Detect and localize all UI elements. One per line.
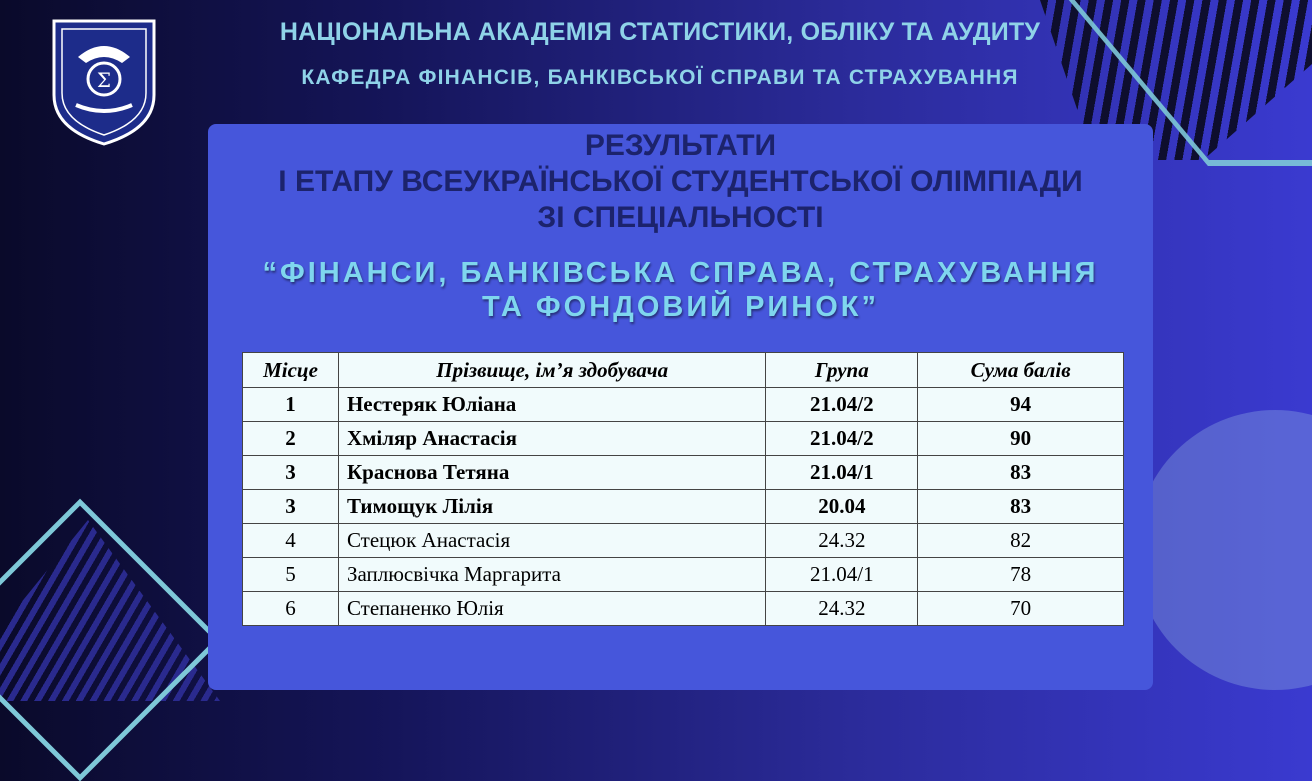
results-title xyxy=(208,128,1153,236)
header-score: Сума балів xyxy=(918,353,1124,388)
score-cell: 70 xyxy=(918,592,1124,626)
name-cell: Нестеряк Юліана xyxy=(338,388,765,422)
specialty-name xyxy=(208,256,1153,324)
score-cell: 94 xyxy=(918,388,1124,422)
specialty-line-2: ТА ФОНДОВИЙ РИНОК” xyxy=(482,291,879,323)
table-header-row xyxy=(243,353,1124,388)
name-cell: Степаненко Юлія xyxy=(338,592,765,626)
place-cell: 3 xyxy=(243,490,339,524)
place-cell: 6 xyxy=(243,592,339,626)
table-row xyxy=(243,456,1124,490)
score-cell: 90 xyxy=(918,422,1124,456)
name-cell: Заплюсвічка Маргарита xyxy=(338,558,765,592)
header-group: Група xyxy=(766,353,918,388)
place-cell: 3 xyxy=(243,456,339,490)
department-name: КАФЕДРА ФІНАНСІВ, БАНКІВСЬКОЇ СПРАВИ ТА СТРАХУВАННЯ xyxy=(301,66,1019,89)
name-cell: Хміляр Анастасія xyxy=(338,422,765,456)
score-cell: 83 xyxy=(918,490,1124,524)
decorative-diamond-bottom-left xyxy=(0,499,221,781)
group-cell: 24.32 xyxy=(766,524,918,558)
title-line-2: І ЕТАПУ ВСЕУКРАЇНСЬКОЇ СТУДЕНТСЬКОЇ ОЛІМПІАДИ xyxy=(278,165,1083,198)
institution-name: НАЦІОНАЛЬНА АКАДЕМІЯ СТАТИСТИКИ, ОБЛІКУ ТА АУДИТУ xyxy=(279,18,1041,46)
score-cell: 78 xyxy=(918,558,1124,592)
results-panel xyxy=(208,124,1153,690)
score-cell: 82 xyxy=(918,524,1124,558)
group-cell: 21.04/1 xyxy=(766,558,918,592)
table-row xyxy=(243,524,1124,558)
table-row xyxy=(243,388,1124,422)
group-cell: 21.04/2 xyxy=(766,388,918,422)
header-place: Місце xyxy=(243,353,339,388)
place-cell: 4 xyxy=(243,524,339,558)
table-row xyxy=(243,422,1124,456)
table-row xyxy=(243,490,1124,524)
place-cell: 1 xyxy=(243,388,339,422)
decorative-circle-bottom-right xyxy=(1135,410,1312,690)
group-cell: 21.04/1 xyxy=(766,456,918,490)
name-cell: Стецюк Анастасія xyxy=(338,524,765,558)
academy-emblem-icon xyxy=(50,17,158,147)
group-cell: 21.04/2 xyxy=(766,422,918,456)
sigma-symbol: Σ xyxy=(96,68,112,92)
specialty-line-1: “ФІНАНСИ, БАНКІВСЬКА СПРАВА, СТРАХУВАННЯ xyxy=(262,257,1099,289)
group-cell: 24.32 xyxy=(766,592,918,626)
name-cell: Краснова Тетяна xyxy=(338,456,765,490)
name-cell: Тимощук Лілія xyxy=(338,490,765,524)
group-cell: 20.04 xyxy=(766,490,918,524)
results-table xyxy=(242,352,1124,626)
table-row xyxy=(243,558,1124,592)
table-row xyxy=(243,592,1124,626)
title-line-3: ЗІ СПЕЦІАЛЬНОСТІ xyxy=(537,201,824,234)
score-cell: 83 xyxy=(918,456,1124,490)
title-line-1: РЕЗУЛЬТАТИ xyxy=(584,129,777,162)
header-name: Прізвище, ім’я здобувача xyxy=(338,353,765,388)
place-cell: 5 xyxy=(243,558,339,592)
place-cell: 2 xyxy=(243,422,339,456)
